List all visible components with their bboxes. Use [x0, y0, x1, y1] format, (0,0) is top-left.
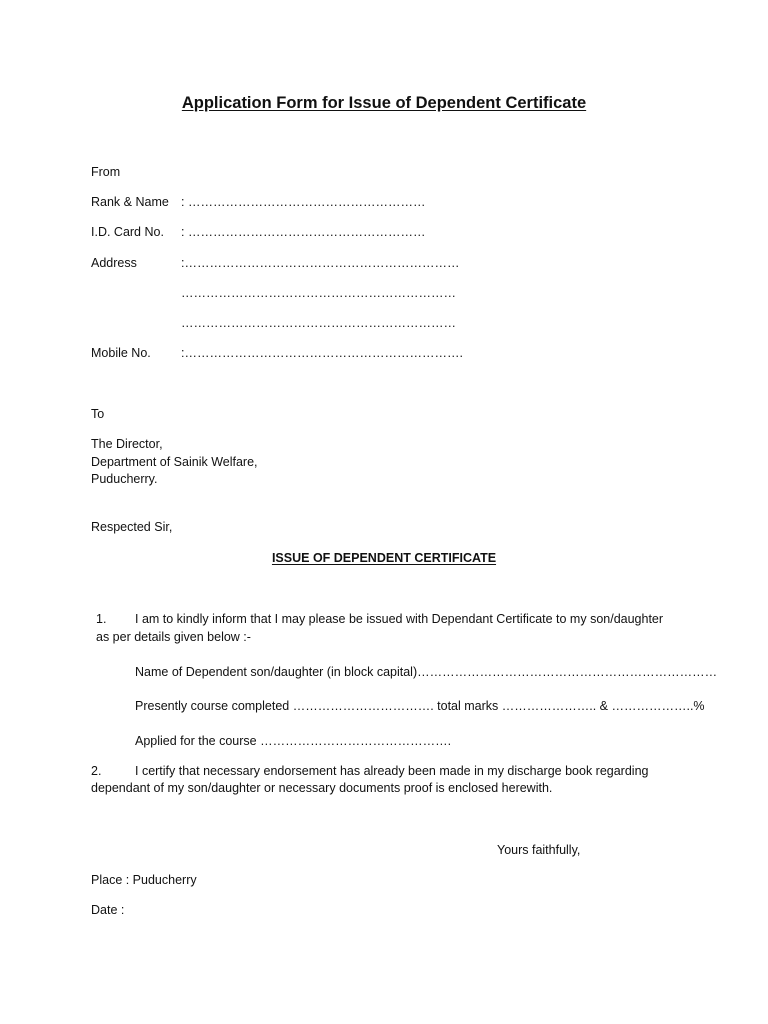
date-line: Date :: [91, 903, 125, 917]
salutation: Respected Sir,: [91, 520, 173, 534]
recipient-line-3: Puducherry.: [91, 472, 158, 486]
page-title: Application Form for Issue of Dependent Certificate: [181, 94, 587, 112]
para-2-line-2: dependant of my son/daughter or necessary documents proof is enclosed herewith.: [91, 781, 553, 795]
mobile-label: Mobile No.: [91, 346, 151, 360]
from-label: From: [91, 165, 121, 179]
place-line: Place : Puducherry: [91, 873, 197, 887]
subject-heading: ISSUE OF DEPENDENT CERTIFICATE: [271, 551, 497, 565]
para-2-number: 2.: [91, 764, 102, 778]
recipient-line-1: The Director,: [91, 437, 163, 451]
address-field-line-2[interactable]: …………………………………………………………: [181, 286, 456, 300]
para-1-line-2: as per details given below :-: [96, 630, 251, 644]
id-card-field[interactable]: : …………………………………………………: [181, 225, 426, 239]
para-1-number: 1.: [96, 612, 107, 626]
mobile-field[interactable]: :………………………………………………………….: [181, 346, 463, 360]
closing: Yours faithfully,: [497, 843, 581, 857]
address-field-line-3[interactable]: …………………………………………………………: [181, 316, 456, 330]
rank-name-field[interactable]: : …………………………………………………: [181, 195, 426, 209]
rank-name-label: Rank & Name: [91, 195, 169, 209]
dependent-name-field[interactable]: Name of Dependent son/daughter (in block capital)………………………………………………………………: [135, 665, 718, 679]
applied-course-field[interactable]: Applied for the course ……………………………………….: [135, 734, 452, 748]
address-label: Address: [91, 256, 137, 270]
id-card-label: I.D. Card No.: [91, 225, 164, 239]
para-2-line-1: I certify that necessary endorsement has already been made in my discharge book regarding: [135, 764, 649, 778]
recipient-line-2: Department of Sainik Welfare,: [91, 455, 258, 469]
course-marks-field[interactable]: Presently course completed ……………………………. total marks ………………….. & ………………..%: [135, 699, 705, 713]
to-label: To: [91, 407, 105, 421]
para-1-line-1: I am to kindly inform that I may please be issued with Dependant Certificate to my son/daughter: [135, 612, 664, 626]
address-field-line-1[interactable]: :…………………………………………………………: [181, 256, 460, 270]
